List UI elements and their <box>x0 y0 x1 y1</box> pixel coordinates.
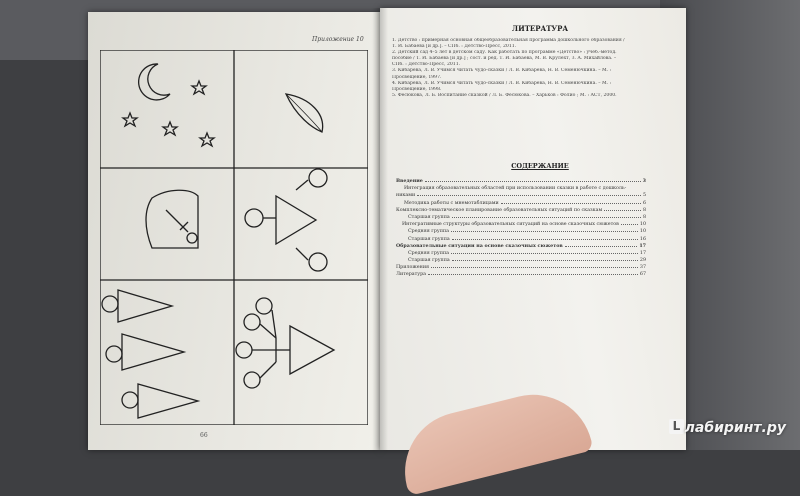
book-spine <box>372 8 388 450</box>
left-page-number: 66 <box>200 432 208 439</box>
literature-list <box>392 38 640 99</box>
shield-sword-icon <box>146 190 198 248</box>
literature-line: Просвещение, 1997. <box>392 74 442 80</box>
sword-blade <box>166 210 188 232</box>
mnemonic-table <box>100 50 368 425</box>
toc-entry: Старшая группа 8 <box>408 214 646 220</box>
literature-line: 5. Фесюкова, Л. Б. Воспитание сказкой / Л. Б. Фесюкова. – Харьков : Фолио ; М. : АСТ, 2000. <box>392 92 617 98</box>
literature-line: Т. И. Бабаева [и др.]. – СПб. : Детство-Пресс, 2011. <box>392 44 517 50</box>
watermark-text: лабиринт.ру <box>684 420 786 436</box>
toc-entry: Интеграция образовательных областей при использовании сказки в работе с дошколь- <box>404 186 627 192</box>
literature-title: ЛИТЕРАТУРА <box>511 24 569 33</box>
literature-line: пособие / Т. И. Бабаева [и др.] ; сост. и ред. Т. И. Бабаева, М. В. Крулехт, З. А. Михайлова. – <box>392 56 617 62</box>
contents-list <box>396 178 646 279</box>
toc-entry: Образовательные ситуации на основе сказочных сюжетов 17 <box>396 242 646 249</box>
appendix-label: Приложение 10 <box>312 36 364 43</box>
toc-entry: Средняя группа 17 <box>408 250 646 256</box>
star-icon <box>163 122 177 135</box>
sword-hilt <box>187 233 197 243</box>
crescent-moon-icon <box>139 64 170 100</box>
toc-entry: Средняя группа 10 <box>408 229 646 235</box>
circles-triangle-icon <box>245 169 327 271</box>
contents-title: СОДЕРЖАНИЕ <box>511 162 569 170</box>
toc-entry: Приложения 37 <box>396 265 646 271</box>
triangles-circles-icon <box>102 290 198 418</box>
literature-line: 1. Детство : примерная основная общеобразовательная программа дошкольного образования / <box>392 38 625 43</box>
star-icon <box>200 133 214 146</box>
mnemonic-table-drawing <box>100 50 368 425</box>
literature-line: 2. Детский сад 4–5 лет в детском саду. Как работать по программе «Детство» : учеб.-метод. <box>392 50 617 56</box>
literature-line: Просвещение, 1998. <box>392 86 442 92</box>
toc-entry: Введение 3 <box>396 178 646 184</box>
literature-line: СПб. : Детство-Пресс, 2011. <box>392 62 461 68</box>
literature-line: 4. Кибарева, Л. В. Учимся читать чудо-сказки / Л. В. Кибарева, Н. В. Семенючкина. – М. : <box>392 80 612 86</box>
branching-circles-triangle-icon <box>236 298 334 388</box>
toc-entry: Интегративные структуры образовательных ситуаций на основе сказочных сюжетов 10 <box>402 222 646 228</box>
literature-line: 3. Кибарева, Л. В. Учимся читать чудо-сказки / Л. В. Кибарева, Н. В. Семенючкина. – М. : <box>392 68 612 74</box>
toc-entry: никами 5 <box>396 193 646 199</box>
star-icon <box>123 113 137 126</box>
toc-entry: Литература 67 <box>396 272 646 278</box>
toc-entry: Старшая группа 29 <box>408 258 646 264</box>
toc-entry: Комплексно-тематическое планирование образовательных ситуаций по сказкам 8 <box>396 207 646 213</box>
watermark-logo-icon: L <box>669 419 684 434</box>
toc-entry: Старшая группа 16 <box>408 236 646 242</box>
star-icon <box>192 81 206 94</box>
toc-entry: Методика работы с мнемотаблицами 6 <box>404 200 646 206</box>
